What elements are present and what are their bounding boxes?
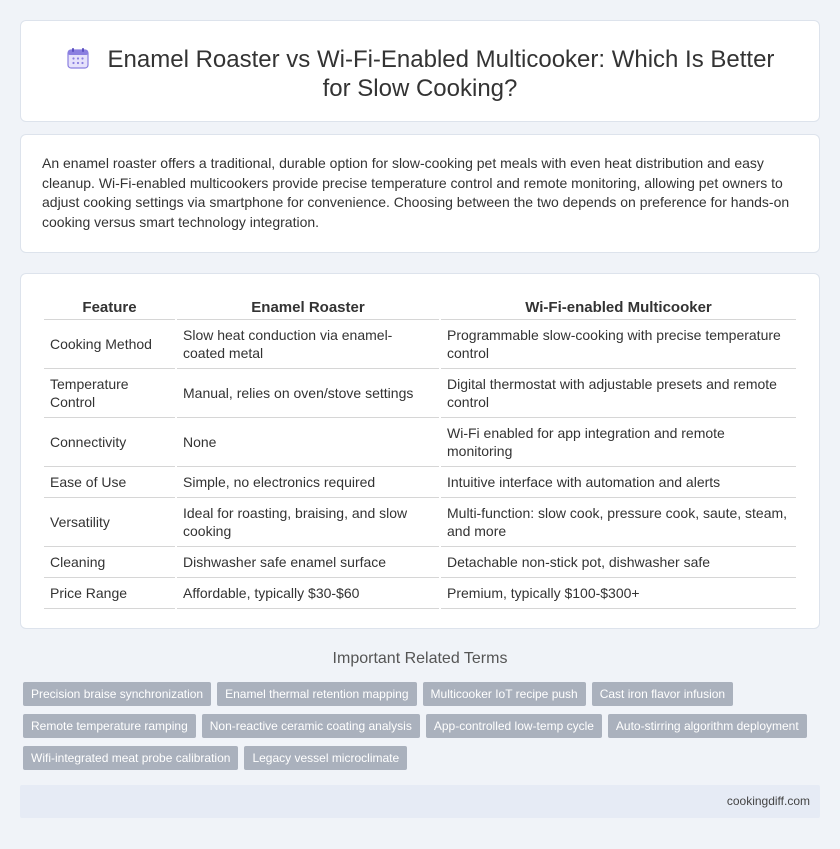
table-row [44,578,796,609]
related-term-tag[interactable]: Non-reactive ceramic coating analysis [202,714,420,738]
related-term-tag[interactable]: Enamel thermal retention mapping [217,682,416,706]
multicooker-cell: Wi-Fi enabled for app integration and remote monitoring [441,418,796,467]
multicooker-cell: Detachable non-stick pot, dishwasher safe [441,547,796,578]
page-title: Enamel Roaster vs Wi-Fi-Enabled Multicooker: Which Is Better for Slow Cooking? [107,46,775,102]
multicooker-cell: Intuitive interface with automation and alerts [441,467,796,498]
roaster-cell: Slow heat conduction via enamel-coated metal [177,320,439,369]
title-card [20,20,820,122]
related-term-tag[interactable]: Cast iron flavor infusion [592,682,733,706]
roaster-cell: Manual, relies on oven/stove settings [177,369,439,418]
roaster-cell: Simple, no electronics required [177,467,439,498]
feature-cell: Connectivity [44,418,175,467]
header-enamel-roaster: Enamel Roaster [177,294,439,320]
footer-site-link[interactable]: cookingdiff.com [726,794,810,808]
roaster-cell: Ideal for roasting, braising, and slow cooking [177,498,439,547]
header-multicooker: Wi-Fi-enabled Multicooker [441,294,796,320]
intro-card [20,134,820,253]
feature-cell: Ease of Use [44,467,175,498]
table-row [44,547,796,578]
multicooker-cell: Multi-function: slow cook, pressure cook, saute, steam, and more [441,498,796,547]
comparison-table [42,294,798,609]
feature-cell: Cleaning [44,547,175,578]
page-title-block [61,45,779,103]
roaster-cell: None [177,418,439,467]
comparison-card [20,273,820,629]
related-term-tag[interactable]: Legacy vessel microclimate [244,746,407,770]
related-term-tag[interactable]: App-controlled low-temp cycle [426,714,602,738]
multicooker-cell: Digital thermostat with adjustable presets and remote control [441,369,796,418]
related-terms-list [23,682,823,770]
related-term-tag[interactable]: Remote temperature ramping [23,714,196,738]
related-term-tag[interactable]: Wifi-integrated meat probe calibration [23,746,238,770]
calendar-icon [66,46,90,70]
footer [20,785,820,818]
multicooker-cell: Premium, typically $100-$300+ [441,578,796,609]
feature-cell: Versatility [44,498,175,547]
header-feature: Feature [44,294,175,320]
table-row [44,498,796,547]
related-term-tag[interactable]: Auto-stirring algorithm deployment [608,714,807,738]
table-row [44,320,796,369]
multicooker-cell: Programmable slow-cooking with precise temperature control [441,320,796,369]
related-terms-heading: Important Related Terms [332,650,508,667]
intro-paragraph: An enamel roaster offers a traditional, durable option for slow-cooking pet meals with even heat distribution and easy cleanup. Wi-Fi-enabled multicookers provide precise temperature control and remote monitoring, allowing pet owners to adjust cooking settings via smartphone for convenience. Choosing between the two depends on preference for hands-on cooking versus smart technology integration. [42,155,790,230]
roaster-cell: Affordable, typically $30-$60 [177,578,439,609]
table-header-row [44,294,796,320]
roaster-cell: Dishwasher safe enamel surface [177,547,439,578]
related-term-tag[interactable]: Precision braise synchronization [23,682,211,706]
table-row [44,418,796,467]
feature-cell: Cooking Method [44,320,175,369]
related-term-tag[interactable]: Multicooker IoT recipe push [423,682,586,706]
table-row [44,369,796,418]
feature-cell: Price Range [44,578,175,609]
feature-cell: Temperature Control [44,369,175,418]
table-row [44,467,796,498]
